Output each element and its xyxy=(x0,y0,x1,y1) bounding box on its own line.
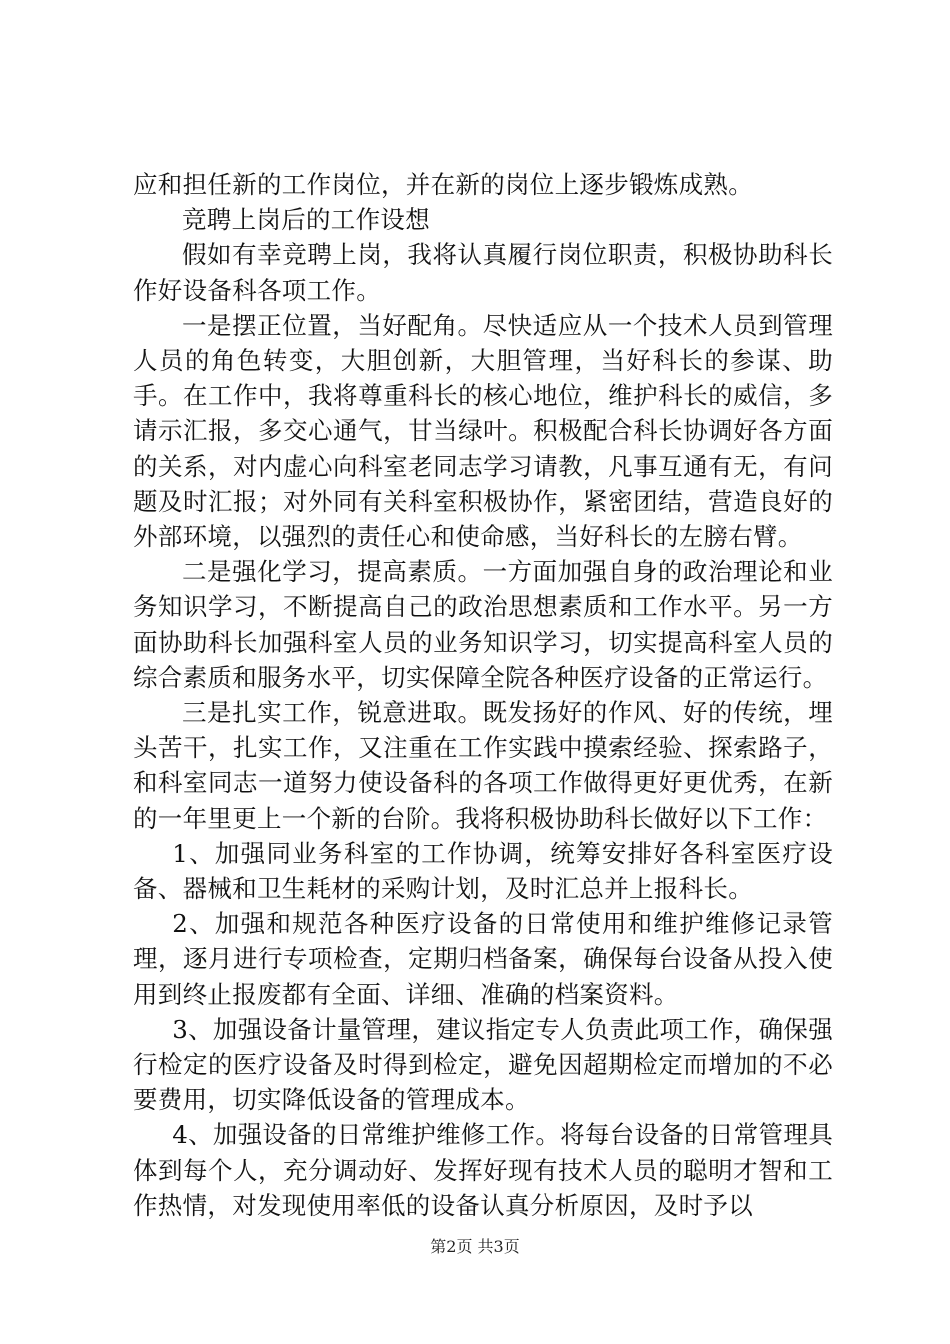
list-item-3: 3、加强设备计量管理，建议指定专人负责此项工作，确保强行检定的医疗设备及时得到检定，避免因超期检定而增加的不必要费用，切实降低设备的管理成本。 xyxy=(133,1014,833,1115)
paragraph-point-1: 一是摆正位置，当好配角。尽快适应从一个技术人员到管理人员的角色转变，大胆创新，大胆管理，当好科长的参谋、助手。在工作中，我将尊重科长的核心地位，维护科长的威信，多请示汇报，多交心通气，甘当绿叶。积极配合科长协调好各方面的关系，对内虚心向科室老同志学习请教，凡事互通有无，有问题及时汇报；对外同有关科室积极协作，紧密团结，营造良好的外部环境，以强烈的责任心和使命感，当好科长的左膀右臂。 xyxy=(133,310,833,552)
list-item-2: 2、加强和规范各种医疗设备的日常使用和维护维修记录管理，逐月进行专项检查，定期归档备案，确保每台设备从投入使用到终止报废都有全面、详细、准确的档案资料。 xyxy=(133,909,833,1009)
page-footer xyxy=(0,1237,950,1257)
list-item-4: 4、加强设备的日常维护维修工作。将每台设备的日常管理具体到每个人，充分调动好、发挥好现有技术人员的聪明才智和工作热情，对发现使用率低的设备认真分析原因，及时予以 xyxy=(133,1120,833,1220)
paragraph-continuation: 应和担任新的工作岗位，并在新的岗位上逐步锻炼成熟。 xyxy=(133,170,753,199)
paragraph-intro: 假如有幸竞聘上岗，我将认真履行岗位职责，积极协助科长作好设备科各项工作。 xyxy=(133,240,833,305)
document-body xyxy=(133,167,833,1223)
page-number: 第2页 共3页 xyxy=(430,1237,520,1256)
paragraph-point-2: 二是强化学习，提高素质。一方面加强自身的政治理论和业务知识学习，不断提高自己的政治思想素质和工作水平。另一方面协助科长加强科室人员的业务知识学习，切实提高科室人员的综合素质和服务水平，切实保障全院各种医疗设备的正常运行。 xyxy=(133,557,833,692)
paragraph-point-3: 三是扎实工作，锐意进取。既发扬好的作风、好的传统，埋头苦干，扎实工作，又注重在工作实践中摸索经验、探索路子，和科室同志一道努力使设备科的各项工作做得更好更优秀，在新的一年里更上一个新的台阶。我将积极协助科长做好以下工作： xyxy=(133,698,833,833)
section-heading: 竞聘上岗后的工作设想 xyxy=(182,205,430,235)
list-item-1: 1、加强同业务科室的工作协调，统筹安排好各科室医疗设备、器械和卫生耗材的采购计划，及时汇总并上报科长。 xyxy=(133,838,833,904)
